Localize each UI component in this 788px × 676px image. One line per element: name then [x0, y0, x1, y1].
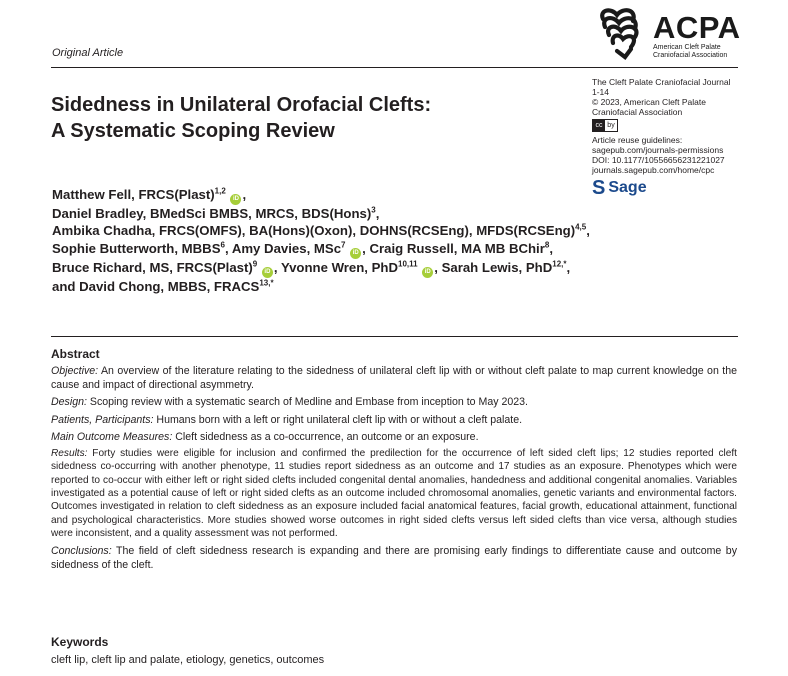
- sage-logo: S Sage: [592, 177, 647, 199]
- page-range: 1-14: [592, 87, 610, 97]
- copyright-holder: Craniofacial Association: [592, 107, 683, 117]
- author-name: Sophie Butterworth, MBBS: [52, 240, 221, 256]
- abstract-measures: Main Outcome Measures: Cleft sidedness as a co-occurrence, an outcome or an exposure.: [51, 430, 479, 443]
- permissions-link[interactable]: sagepub.com/journals-permissions: [592, 145, 724, 155]
- abstract-divider: [51, 336, 738, 337]
- article-title: Sidedness in Unilateral Orofacial Clefts: A Systematic Scoping Review: [51, 94, 432, 142]
- abstract-results: Results: Forty studies were eligible for inclusion and confirmed the predilection for the occurrence of left sided cleft lips; 12 studies reported cleft sidedness co-occurring with another phenotype, 11 studies report sidedness as an outcome and 17 studies as an exposure. Phenotypes which were reported to co-occur with either left or right sided clefts included congenital dental anomalies, handedness and additional congenital anomalies. Variables investigated as a potential cause of left or right sided clefts as an outcome included chromosomal anomalies, genetic variants and environmental factors. Outcomes investigated in relation to cleft sidedness as an exposure included facial anatomical features, facial growth, educational attainment, functional and psychological characteristics. More studies showed worse outcomes in right sided clefts versus left sided clefts than vice versa, although studies were inconsistent, and a quality assessment was not performed.: [51, 448, 737, 539]
- doi[interactable]: DOI: 10.1177/10556656231221027: [592, 155, 725, 165]
- keywords-heading: Keywords: [51, 635, 109, 649]
- acpa-logo-text: ACPA: [653, 10, 741, 45]
- cc-icon: cc: [593, 120, 605, 131]
- cc-license-icon[interactable]: [592, 119, 618, 132]
- author-name: Daniel Bradley, BMedSci BMBS, MRCS, BDS(Hons): [52, 206, 372, 221]
- abstract-heading: Abstract: [51, 347, 100, 361]
- by-icon: by: [607, 122, 615, 129]
- abstract-design: Design: Scoping review with a systematic search of Medline and Embase from inception to May 2023.: [51, 396, 528, 409]
- orcid-icon[interactable]: iD: [230, 194, 241, 205]
- author-name: Yvonne Wren, PhD: [281, 259, 398, 275]
- author-name: Amy Davies, MSc: [231, 240, 342, 256]
- journal-link[interactable]: journals.sagepub.com/home/cpc: [592, 165, 715, 175]
- copyright: © 2023, American Cleft Palate: [592, 97, 706, 107]
- abstract-conclusions: Conclusions: The field of cleft sidedness research is expanding and there are promising early findings to differentiate cause and outcome by sidedness of the cleft.: [51, 544, 737, 571]
- author-name: Ambika Chadha, FRCS(OMFS), BA(Hons)(Oxon), DOHNS(RCSEng), MFDS(RCSEng): [52, 223, 576, 239]
- orcid-icon[interactable]: iD: [262, 267, 273, 278]
- article-type: Original Article: [52, 47, 124, 59]
- journal-info: [592, 77, 742, 198]
- author-name: Craig Russell, MA MB BChir: [369, 240, 545, 256]
- header-divider: [51, 67, 738, 68]
- abstract: [51, 347, 737, 575]
- abstract-objective: Objective: An overview of the literature relating to the sidedness of unilateral cleft lip with or without cleft palate to map current knowledge on the cause and impact of directional asymmetry.: [51, 365, 738, 391]
- journal-name: The Cleft Palate Craniofacial Journal: [592, 77, 731, 87]
- orcid-icon[interactable]: iD: [422, 267, 433, 278]
- author-name: Bruce Richard, MS, FRCS(Plast): [52, 259, 253, 275]
- keywords-list: cleft lip, cleft lip and palate, etiology, genetics, outcomes: [51, 654, 325, 666]
- author-name: Sarah Lewis, PhD: [441, 259, 553, 275]
- author-name: Matthew Fell, FRCS(Plast): [52, 187, 215, 202]
- acpa-logo-mark: [597, 5, 649, 61]
- acpa-logo-subtitle: American Cleft Palate Craniofacial Association: [653, 44, 728, 59]
- author-list: Matthew Fell, FRCS(Plast)$^{1,2}$ iD , Daniel Bradley, BMedSci BMBS, MRCS, BDS(Hons)$^3$, Ambika Chadha, FRCS(OMFS), BA(Hons)(Oxon), DOHNS(RCSEng), MFDS(RCSEng)$^{4,5}$, Sophie Butterworth, MBBS$^6$, Amy Davies, MSc$^7$ iD , Craig Russell, MA MB BChir$^8$, Bruce Richard, MS, FRCS(Plast)$^9$ iD , Yvonne Wren, PhD$^{10,11}$ iD , Sarah Lewis, PhD$^{12,*}$, and David Chong, MBBS, $FRACS^{13,*}$: [52, 186, 590, 294]
- sage-s-icon: S: [592, 177, 606, 199]
- orcid-icon[interactable]: iD: [350, 248, 361, 259]
- reuse-label: Article reuse guidelines:: [592, 135, 683, 145]
- author-name: and David Chong, MBBS, FRACS: [52, 278, 260, 294]
- abstract-patients: Patients, Participants: Humans born with a left or right unilateral cleft lip with or without a cleft palate.: [51, 413, 523, 426]
